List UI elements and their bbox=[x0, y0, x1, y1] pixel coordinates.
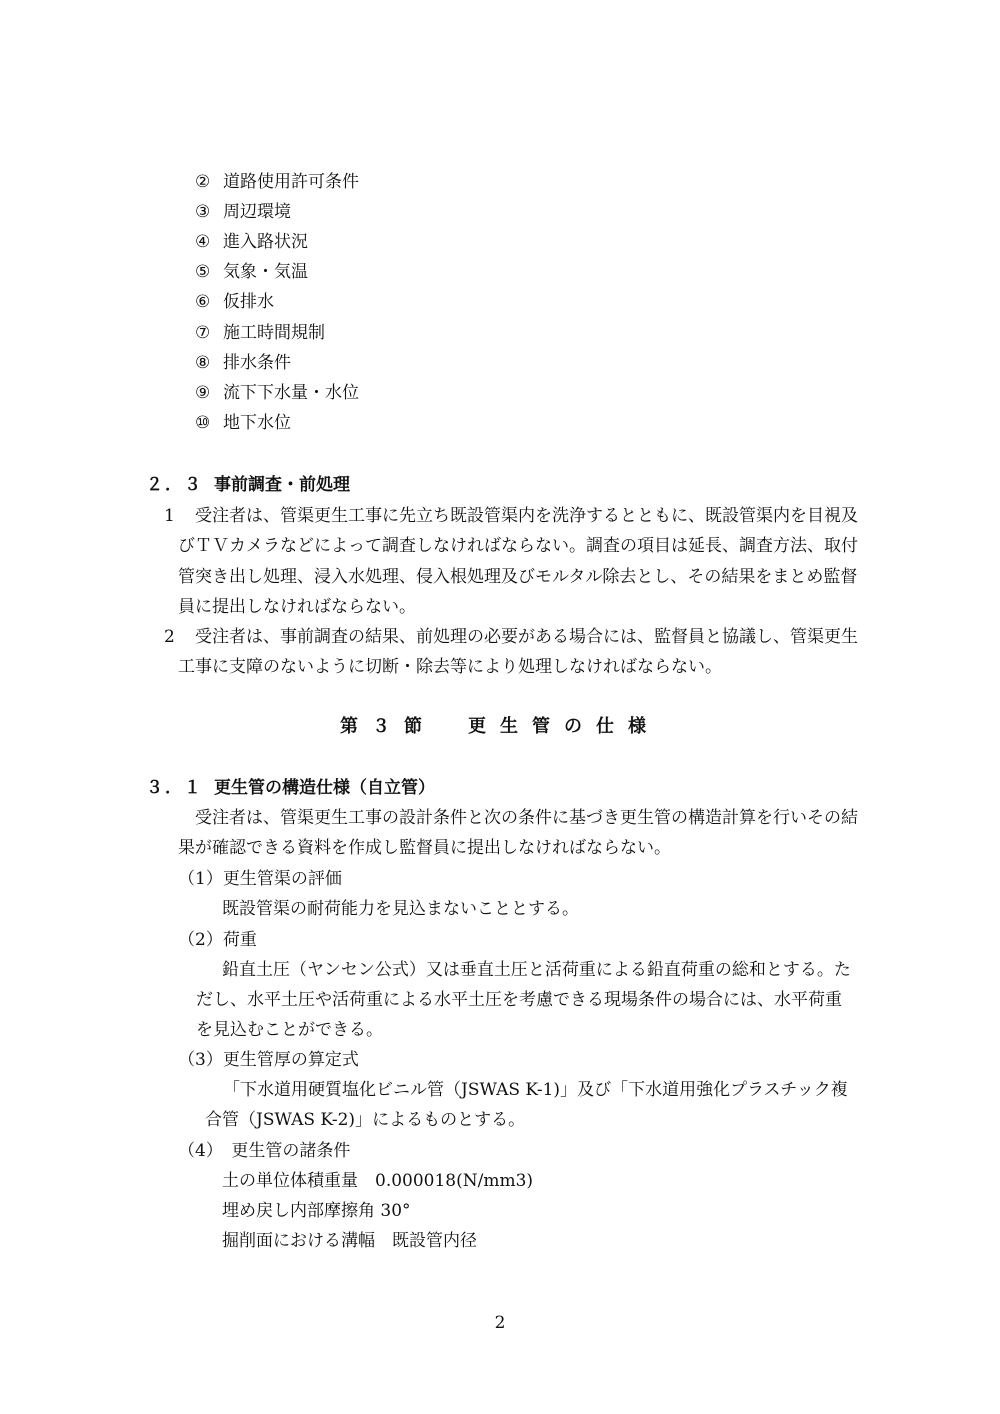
list-item: ⑦ 施工時間規制 bbox=[195, 323, 325, 343]
page-number: 2 bbox=[494, 1313, 506, 1333]
list-item: ⑤ 気象・気温 bbox=[195, 262, 308, 282]
section-heading-2-3 bbox=[146, 470, 350, 500]
condition-line: 埋め戻し内部摩擦角 30° bbox=[222, 1201, 411, 1221]
item-label: （3）更生管厚の算定式 bbox=[178, 1050, 359, 1070]
list-item: ③ 周辺環境 bbox=[195, 202, 291, 222]
paragraph bbox=[164, 622, 858, 683]
list-item: ④ 進入路状況 bbox=[195, 232, 308, 252]
paragraph-text: 受注者は、管渠更生工事に先立ち既設管渠内を洗浄するとともに、既設管渠内を目視及びＴＶカメラなどによって調査しなければならない。調査の項目は延長、調査方法、取付管突き出し処理、浸入水処理、侵入根処理及びモルタル除去とし、その結果をまとめ監督員に提出しなければならない。 bbox=[178, 506, 858, 618]
item-body: 「下水道用硬質塩化ビニル管（JSWAS K-1)」及び「下水道用強化プラスチック複合管（JSWAS K-2)」によるものとする。 bbox=[205, 1080, 848, 1131]
list-item: ⑧ 排水条件 bbox=[195, 353, 291, 373]
item-body: 既設管渠の耐荷能力を見込まないこととする。 bbox=[222, 899, 579, 919]
section-title: 更生管の構造仕様（自立管） bbox=[214, 778, 435, 798]
list-item: ⑥ 仮排水 bbox=[195, 292, 274, 312]
section-heading-3-1 bbox=[146, 773, 435, 803]
list-item: ⑩ 地下水位 bbox=[195, 413, 291, 433]
list-item: ⑨ 流下下水量・水位 bbox=[195, 383, 359, 403]
section-title: 事前調査・前処理 bbox=[214, 475, 350, 495]
paragraph-number: 1 bbox=[164, 506, 175, 526]
item-body: 鉛直土圧（ヤンセン公式）又は垂直土圧と活荷重による鉛直荷重の総和とする。ただし、水平土圧や活荷重による水平土圧を考慮できる現場条件の場合には、水平荷重を見込むことができる。 bbox=[196, 960, 851, 1041]
section-number: ２．３ bbox=[146, 475, 203, 495]
item-label: （4） 更生管の諸条件 bbox=[178, 1141, 351, 1161]
paragraph bbox=[164, 501, 858, 623]
list-item: ② 道路使用許可条件 bbox=[195, 172, 359, 192]
paragraph-text: 受注者は、事前調査の結果、前処理の必要がある場合には、監督員と協議し、管渠更生工事に支障のないように切断・除去等により処理しなければならない。 bbox=[178, 627, 858, 678]
chapter-title: 第３節 更生管の仕様 bbox=[340, 716, 660, 737]
condition-line: 土の単位体積重量 0.000018(N/mm3) bbox=[222, 1171, 534, 1191]
item-label: （2）荷重 bbox=[178, 930, 257, 950]
section-number: ３．１ bbox=[146, 778, 203, 798]
condition-line: 掘削面における溝幅 既設管内径 bbox=[222, 1231, 477, 1251]
item-label: （1）更生管渠の評価 bbox=[178, 869, 342, 889]
paragraph-number: 2 bbox=[164, 627, 175, 647]
intro-paragraph: 受注者は、管渠更生工事の設計条件と次の条件に基づき更生管の構造計算を行いその結果が確認できる資料を作成し監督員に提出しなければならない。 bbox=[178, 808, 858, 859]
